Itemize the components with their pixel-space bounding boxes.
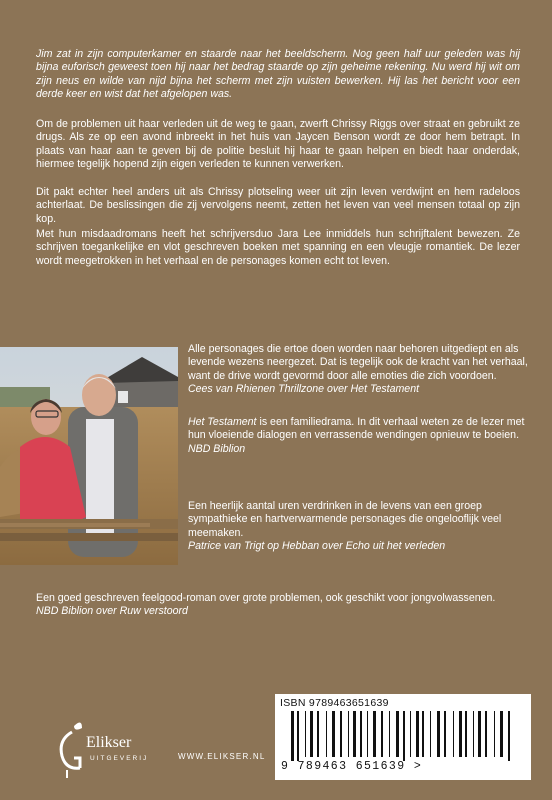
barcode-bar [396, 711, 399, 757]
barcode-bar [459, 711, 462, 757]
barcode-digits: 9 789463 651639 > [281, 760, 423, 773]
review-3-source: Patrice van Trigt op Hebban over Echo uit het verleden [188, 540, 446, 553]
synopsis-paragraph-2: Dit pakt echter heel anders uit als Chrissy plotseling weer uit zijn leven verdwijnt en hem radeloos achterlaat. De beslissingen die zij vervolgens neemt, zetten het leven van veel mensen totaal op zijn kop. [36, 186, 520, 225]
review-1-source: Cees van Rhienen Thrillzone over Het Testament [188, 383, 420, 396]
barcode-bar [473, 711, 474, 757]
barcode-bar [310, 711, 313, 757]
review-1-text: Alle personages die ertoe doen worden naar behoren uitgediept en als levende wezens neergezet. Dat is tegelijk ook de kracht van het verhaal, want de drive wordt gevormd door alle emoties die zich voordoen. [188, 343, 528, 382]
isbn-label: ISBN 9789463651639 [280, 697, 389, 709]
barcode-bar [389, 711, 390, 757]
barcode-bar [332, 711, 335, 757]
barcode-icon [289, 711, 519, 761]
barcode-bar [403, 711, 405, 761]
review-1 [188, 343, 528, 397]
barcode-bar [381, 711, 383, 757]
review-2-text: is een familiedrama. In dit verhaal weten ze de lezer met hun vloeiende dialogen en verrassende wendingen opnieuw te boeien. [188, 416, 525, 442]
publisher-website: WWW.ELIKSER.NL [178, 752, 266, 761]
author-photo [0, 347, 178, 565]
barcode-bar [410, 711, 411, 757]
synopsis-paragraph-1: Om de problemen uit haar verleden uit de weg te gaan, zwerft Chrissy Riggs over straat en gebruikt ze drugs. Als ze op een avond inbreekt in het huis van Jaycen Benson wordt ze door hem betrapt. In plaats van haar aan te geven bij de politie besluit hij haar te gaan helpen en biedt haar onderdak, hiermee tegelijk hopend zijn eigen verleden te kunnen verwerken. [36, 118, 520, 171]
barcode-bar [444, 711, 446, 757]
barcode-bar [430, 711, 431, 757]
authors-paragraph: Met hun misdaadromans heeft het schrijversduo Jara Lee inmiddels hun schrijftalent bewezen. Ze schrijven toegankelijke en vlot geschreven boeken met spanning en een vleugje romantiek. De lezer wordt meegetrokken in het verhaal en de personages komen echt tot leven. [36, 228, 520, 267]
review-3 [188, 500, 528, 554]
barcode-bar [500, 711, 503, 757]
barcode-bar [297, 711, 299, 761]
barcode-bar [508, 711, 510, 761]
barcode-bar [348, 711, 349, 757]
review-4 [36, 592, 520, 619]
barcode-bar [340, 711, 342, 757]
review-2-title: Het Testament [188, 416, 257, 428]
barcode-bar [494, 711, 495, 757]
barcode-bar [437, 711, 440, 757]
barcode-bar [291, 711, 294, 761]
barcode-bar [422, 711, 424, 757]
barcode-bar [465, 711, 467, 757]
barcode-bar [453, 711, 454, 757]
barcode-bar [367, 711, 368, 757]
review-3-text: Een heerlijk aantal uren verdrinken in de levens van een groep sympathieke en hartverwarmende personages die ongelooflijk veel meemaken. [188, 500, 502, 539]
review-4-source: NBD Biblion over Ruw verstoord [36, 605, 188, 618]
isbn-barcode-box [275, 694, 531, 780]
intro-excerpt: Jim zat in zijn computerkamer en staarde naar het beeldscherm. Nog geen half uur geleden was hij bijna euforisch geweest toen hij naar het bedrag staarde op zijn geheime rekening. Nu werd hij wit om zijn neus en wilde van nijd bijna het scherm met zijn vuisten bewerken. Hij las het bericht voor een derde keer en wist dat het afgelopen was. [36, 48, 520, 101]
barcode-bar [326, 711, 327, 757]
barcode-bar [305, 711, 306, 757]
review-2 [188, 416, 528, 456]
barcode-bar [373, 711, 376, 757]
barcode-bar [485, 711, 487, 757]
review-2-source: NBD Biblion [188, 442, 246, 455]
publisher-name: Elikser [86, 734, 132, 751]
barcode-bar [317, 711, 319, 757]
barcode-bar [360, 711, 362, 757]
barcode-bar [478, 711, 481, 757]
barcode-bar [416, 711, 419, 757]
review-4-text: Een goed geschreven feelgood-roman over grote problemen, ook geschikt voor jongvolwassenen. [36, 592, 496, 604]
barcode-bar [353, 711, 356, 757]
publisher-subtitle: UITGEVERIJ [90, 755, 149, 762]
